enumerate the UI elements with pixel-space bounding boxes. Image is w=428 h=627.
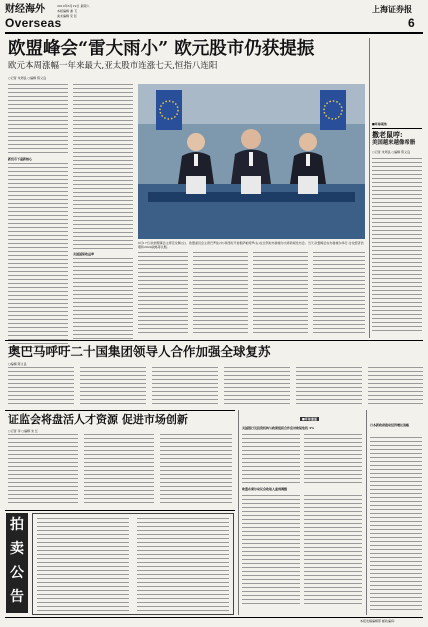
main-subhead-2: 美国国债收益率 [73, 252, 95, 256]
story3-top-rule [5, 410, 235, 411]
paper-name: 上海证券报 [372, 4, 412, 14]
auction-label-char2: 卖 [10, 541, 24, 557]
main-subhead-1: 新货币下重新核心 [8, 157, 33, 161]
world-news-col3 [242, 495, 300, 607]
section-title-cn: 财经海外 [5, 4, 45, 15]
sidebar-tag-rule [372, 128, 422, 129]
sidebar-divider [369, 38, 370, 338]
date-line: 2010年6月19日 星期六 [57, 4, 90, 8]
header-rule [5, 32, 423, 34]
story3-col1 [8, 434, 78, 506]
photo-caption: 6月17日,欧洲理事会主席范龙佩(左)、欧盟委员会主席巴罗佐(中)和西班牙首相萨帕特罗(右)在比利时布鲁塞尔出席新闻发布会。当天,欧盟峰会在布鲁塞尔举行,讨论经济治理和2020战略等议题。 [138, 241, 364, 249]
footer-rule [5, 617, 423, 618]
world-news-item3: 日本新政府推动经济增长战略 [370, 423, 410, 427]
sidebar-title-2: 美国越来越像希腊 [372, 140, 416, 146]
story2-byline: ○编辑 陈义良 [8, 362, 27, 366]
auction-text-col1 [37, 518, 129, 614]
page-number: 6 [408, 16, 415, 30]
story3-byline: ○记者 李 ○编辑 朱 红 [8, 429, 39, 433]
sidebar-title-1: 撒老鼠哼: [372, 130, 403, 139]
world-divider-2 [366, 410, 367, 615]
main-text-col2 [73, 84, 133, 252]
main-text-col2b [73, 258, 133, 342]
main-text-col1 [8, 84, 68, 156]
story3-col2 [84, 434, 154, 506]
summit-photo-illustration [138, 84, 365, 239]
story2-col5 [296, 367, 362, 407]
auction-label-char3: 公 [10, 565, 24, 581]
section-title-en: Overseas [5, 16, 62, 30]
designer-line: 美术编辑 宋 钰 [57, 14, 77, 18]
auction-notice-label [6, 513, 28, 613]
world-news-col5 [370, 437, 422, 613]
world-news-col1 [242, 434, 300, 486]
main-text-col3 [138, 252, 188, 336]
story2-col6 [368, 367, 423, 407]
main-headline: 欧盟峰会“雷大雨小” 欧元股市仍获提振 [8, 39, 315, 59]
ad-top-rule [5, 510, 235, 511]
auction-notice-body [32, 513, 234, 615]
story2-col2 [80, 367, 146, 407]
sidebar-tag: ■环球视角 [372, 122, 387, 126]
story2-col1 [8, 367, 74, 407]
main-text-col4 [193, 252, 248, 336]
auction-label-char1: 拍 [10, 517, 24, 533]
world-news-col2 [304, 434, 362, 486]
main-text-col6 [313, 252, 365, 336]
auction-label-char4: 告 [10, 589, 24, 605]
story2-headline: 奥巴马呼吁二十国集团领导人合作加强全球复苏 [8, 344, 271, 359]
world-news-col4 [304, 495, 362, 607]
story2-col3 [152, 367, 218, 407]
editor-line: 本版编辑 谢 飞 [57, 9, 77, 13]
main-text-col5 [253, 252, 308, 336]
story3-headline: 证监会将盘活人才资源 促进市场创新 [8, 413, 188, 426]
story3-col3 [160, 434, 232, 506]
world-news-item1: 美国银行及投资机构与政策组织合作应对欧债危机 3% [242, 426, 314, 430]
main-text-col1b [8, 163, 68, 351]
summit-photo [138, 84, 365, 239]
footer-text: 本报发稿编辑部 邮政编码: [360, 619, 395, 623]
sidebar-text [372, 158, 422, 334]
world-divider [238, 410, 239, 615]
auction-text-col2 [137, 518, 229, 614]
story2-col4 [224, 367, 290, 407]
sidebar-byline: ○记者 朱周良 ○编辑 陈义良 [372, 150, 411, 154]
story2-top-rule [5, 340, 423, 341]
world-news-tag: ■环球速递 [302, 417, 317, 421]
main-subheadline: 欧元本周涨幅一年来最大,亚太股市连涨七天,恒指八连阳 [8, 61, 218, 71]
main-byline: ○记者 朱周良 ○编辑 陈义良 [8, 76, 47, 80]
world-news-item2: 欧盟布莱尔动议会收取入面到调整 [242, 487, 288, 491]
